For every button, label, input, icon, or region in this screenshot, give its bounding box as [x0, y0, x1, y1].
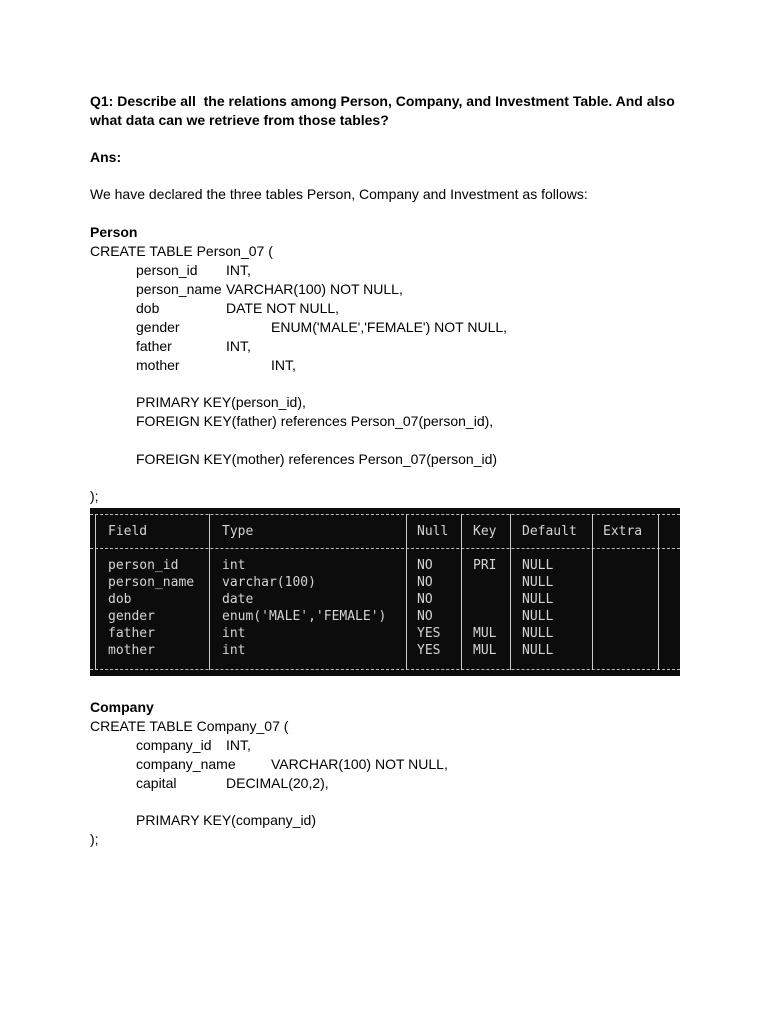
company-close: );	[90, 831, 99, 847]
header-cell: Extra	[603, 524, 643, 539]
field-cell: person_name	[108, 575, 195, 590]
null-cell: YES	[417, 643, 441, 658]
company-col-def: DECIMAL(20,2),	[226, 775, 329, 791]
person-create-statement: CREATE TABLE Person_07 (	[90, 243, 273, 259]
table-row	[90, 625, 680, 642]
default-cell: NULL	[522, 558, 554, 573]
person-col-name: person_id	[136, 262, 198, 278]
company-heading: Company	[90, 699, 154, 715]
field-cell: dob	[108, 592, 132, 607]
person-heading: Person	[90, 224, 138, 240]
type-cell: int	[222, 643, 246, 658]
default-cell: NULL	[522, 575, 554, 590]
company-primary-key: PRIMARY KEY(company_id)	[136, 812, 316, 828]
header-cell: Default	[522, 524, 577, 539]
type-cell: int	[222, 626, 246, 641]
default-cell: NULL	[522, 609, 554, 624]
company-col-def: INT,	[226, 737, 251, 753]
field-cell: mother	[108, 643, 155, 658]
describe-table-screenshot	[90, 508, 680, 676]
type-cell: date	[222, 592, 254, 607]
answer-label: Ans:	[90, 149, 122, 165]
company-col-def: VARCHAR(100) NOT NULL,	[271, 756, 448, 772]
question-line-1: Q1: Describe all the relations among Person, Company, and Investment Table. And also	[90, 93, 675, 109]
question-line-2: what data can we retrieve from those tables?	[90, 112, 389, 128]
company-create-statement: CREATE TABLE Company_07 (	[90, 718, 289, 734]
person-col-name: dob	[136, 300, 160, 316]
person-col-def: VARCHAR(100) NOT NULL,	[226, 281, 403, 297]
person-col-name: person_name	[136, 281, 222, 297]
default-cell: NULL	[522, 643, 554, 658]
default-cell: NULL	[522, 626, 554, 641]
null-cell: YES	[417, 626, 441, 641]
company-col-name: company_id	[136, 737, 212, 753]
header-cell: Field	[108, 524, 148, 539]
table-row	[90, 608, 680, 625]
type-cell: varchar(100)	[222, 575, 316, 590]
intro-text: We have declared the three tables Person, Company and Investment as follows:	[90, 186, 588, 202]
null-cell: NO	[417, 592, 433, 607]
person-close: );	[90, 488, 99, 504]
key-cell: MUL	[473, 643, 497, 658]
type-cell: enum('MALE','FEMALE')	[222, 609, 387, 624]
null-cell: NO	[417, 609, 433, 624]
person-col-def: ENUM('MALE','FEMALE') NOT NULL,	[271, 319, 508, 335]
company-col-name: capital	[136, 775, 177, 791]
person-col-name: mother	[136, 357, 180, 373]
field-cell: father	[108, 626, 155, 641]
default-cell: NULL	[522, 592, 554, 607]
field-cell: gender	[108, 609, 155, 624]
person-col-name: gender	[136, 319, 180, 335]
table-row	[90, 574, 680, 591]
person-col-def: INT,	[226, 262, 251, 278]
type-cell: int	[222, 558, 246, 573]
person-col-def: INT,	[271, 357, 296, 373]
table-header-row	[90, 523, 680, 540]
key-cell: MUL	[473, 626, 497, 641]
person-primary-key: PRIMARY KEY(person_id),	[136, 394, 306, 410]
person-fk-mother: FOREIGN KEY(mother) references Person_07(person_id)	[136, 451, 498, 467]
person-col-name: father	[136, 338, 172, 354]
null-cell: NO	[417, 558, 433, 573]
header-cell: Type	[222, 524, 254, 539]
person-fk-father: FOREIGN KEY(father) references Person_07(person_id),	[136, 413, 494, 429]
table-row	[90, 557, 680, 574]
company-col-name: company_name	[136, 756, 236, 772]
table-row	[90, 642, 680, 659]
header-cell: Null	[417, 524, 449, 539]
header-cell: Key	[473, 524, 497, 539]
key-cell: PRI	[473, 558, 497, 573]
null-cell: NO	[417, 575, 433, 590]
field-cell: person_id	[108, 558, 179, 573]
table-row	[90, 591, 680, 608]
person-col-def: DATE NOT NULL,	[226, 300, 340, 316]
person-col-def: INT,	[226, 338, 251, 354]
